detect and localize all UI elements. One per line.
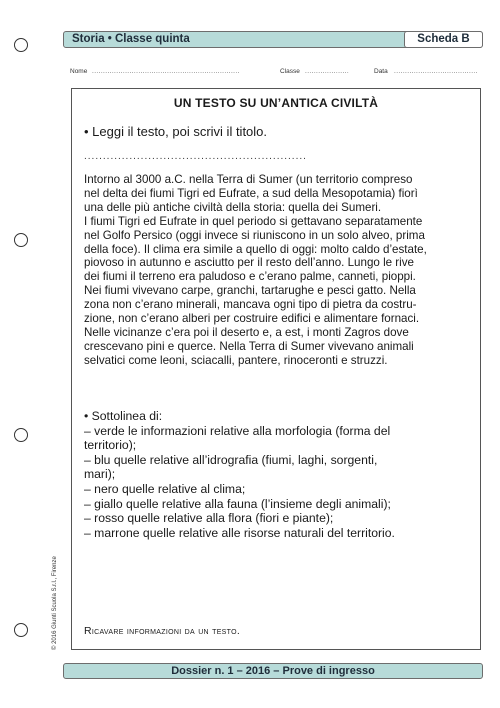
subject-label: Storia • Classe quinta <box>72 33 190 45</box>
classe-field[interactable]: .................... <box>305 68 350 75</box>
paragraph-line: zione, non c’erano alberi per costruire edifici e alimentare fornaci. <box>84 312 420 326</box>
paragraph-line: della foce). Il clima era simile a quello di oggi: molto caldo d’estate, <box>84 242 427 256</box>
instruction-line: – rosso quelle relative alla flora (fiori e piante); <box>84 511 334 526</box>
data-label: Data <box>374 68 388 75</box>
instruction-line: – giallo quelle relative alla fauna (l’insieme degli animali); <box>84 496 391 511</box>
instruction-line: – blu quelle relative all’idrografia (fiumi, laghi, sorgenti, <box>84 452 378 467</box>
paragraph-line: Intorno al 3000 a.C. nella Terra di Sumer (un territorio compreso <box>84 173 413 186</box>
instruction-line: mari); <box>84 467 116 482</box>
paragraph-line: nel delta dei fiumi Tigri ed Eufrate, a sud della Mesopotamia) fiorì <box>84 186 418 200</box>
paragraph-line: I fiumi Tigri ed Eufrate in quel periodo si gettavano separatamente <box>84 214 423 228</box>
title-answer-line[interactable]: ........................................................... <box>84 151 307 162</box>
exercise-title: UN TESTO SU UN’ANTICA CIVILTÀ <box>173 96 379 110</box>
skill-note: Ricavare informazioni da un testo. <box>84 625 241 637</box>
copyright-note: © 2016 Giunti Scuola S.r.l., Firenze <box>52 556 58 650</box>
nome-label: Nome <box>70 68 88 75</box>
instruction-line: – marrone quelle relative alle risorse naturali del territorio. <box>84 525 395 540</box>
underline-instructions <box>84 409 474 540</box>
paragraph-line: zona non c’erano minerali, mancava ogni tipo di pietra da costru- <box>84 298 417 312</box>
paragraph-line: Nei fiumi vivevano carpe, granchi, tartarughe e pesci gatto. Nella <box>84 284 416 298</box>
nome-field[interactable]: ................................................................... <box>92 68 240 75</box>
instruction-line: – nero quelle relative al clima; <box>84 481 246 496</box>
paragraph-line: piovoso in autunno e asciutto per il resto dell’anno. Lungo le rive <box>84 256 414 270</box>
exercise-box <box>71 88 481 650</box>
reading-paragraph <box>84 173 469 368</box>
binder-hole-3 <box>14 428 28 442</box>
paragraph-line: selvatici come leoni, sciacalli, pantere, rinoceronti e struzzi. <box>84 353 388 367</box>
binder-hole-1 <box>14 38 28 52</box>
instruction-line: territorio); <box>84 438 137 453</box>
paragraph-line: dei fiumi il terreno era paludoso e c’erano palme, canneti, pioppi. <box>84 270 416 284</box>
footer-bar: Dossier n. 1 – 2016 – Prove di ingresso <box>63 663 483 679</box>
header-bar <box>63 31 483 48</box>
instruction-line: • Sottolinea di: <box>84 409 163 423</box>
paragraph-line: una delle più antiche civiltà della storia: quella dei Sumeri. <box>84 200 382 214</box>
paragraph-line: nel Golfo Persico (oggi invece si riuniscono in un solo alveo, prima <box>84 228 425 242</box>
instruction-write-title: • Leggi il testo, poi scrivi il titolo. <box>84 124 268 139</box>
scheda-label: Scheda B <box>404 31 483 48</box>
instruction-line: – verde le informazioni relative alla morfologia (forma del <box>84 423 391 438</box>
paragraph-line: Nelle vicinanze c’era poi il deserto e, a est, i monti Zagros dove <box>84 325 409 339</box>
binder-hole-2 <box>14 233 28 247</box>
paragraph-line: crescevano pini e querce. Nella Terra di Sumer vivevano animali <box>84 339 414 353</box>
data-field[interactable]: ...................................... <box>394 68 478 75</box>
classe-label: Classe <box>280 68 300 75</box>
binder-hole-4 <box>14 623 28 637</box>
student-info-row <box>70 68 480 78</box>
